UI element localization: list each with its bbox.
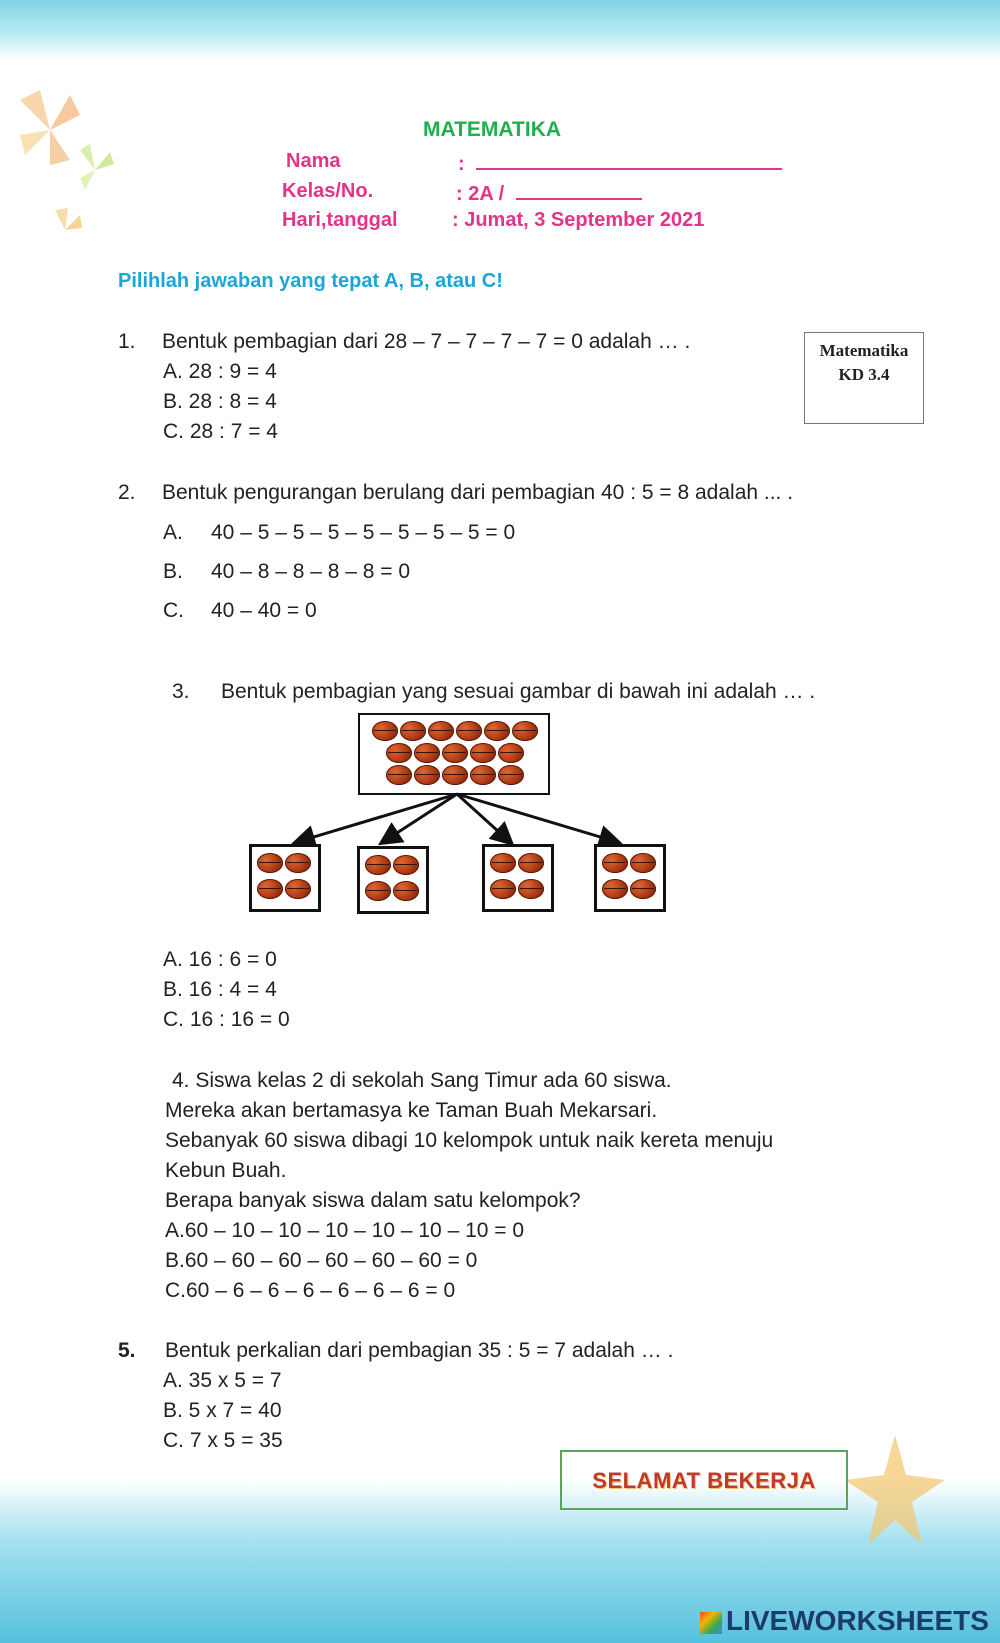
name-label: Nama <box>286 150 341 172</box>
basketball-icon <box>602 853 628 873</box>
instruction-text: Pilihlah jawaban yang tepat A, B, atau C! <box>118 270 503 292</box>
basketball-icon <box>257 879 283 899</box>
basketball-icon <box>386 765 412 785</box>
basketball-icon <box>518 879 544 899</box>
basketball-icon <box>414 765 440 785</box>
q4-line-1: 4. Siswa kelas 2 di sekolah Sang Timur ada 60 siswa. <box>172 1069 672 1092</box>
q4-option-c[interactable]: C.60 – 6 – 6 – 6 – 6 – 6 – 6 = 0 <box>165 1279 456 1302</box>
q1-text: Bentuk pembagian dari 28 – 7 – 7 – 7 – 7 = 0 adalah … . <box>162 330 691 353</box>
basketball-icon <box>365 855 391 875</box>
q5-option-c[interactable]: C. 7 x 5 = 35 <box>163 1429 283 1452</box>
basketball-icon <box>456 721 482 741</box>
division-arrows <box>280 790 640 850</box>
class-label: Kelas/No. <box>282 180 374 202</box>
name-value: : <box>458 153 465 175</box>
q3-text: Bentuk pembagian yang sesuai gambar di bawah ini adalah … . <box>221 680 816 703</box>
q2-text: Bentuk pengurangan berulang dari pembagian 40 : 5 = 8 adalah ... . <box>162 481 794 504</box>
top-wave-decoration <box>0 0 1000 60</box>
q1-option-a[interactable]: A. 28 : 9 = 4 <box>163 360 277 383</box>
number-input-line[interactable] <box>516 180 642 200</box>
basketball-icon <box>602 879 628 899</box>
basketball-icon <box>393 881 419 901</box>
date-label: Hari,tanggal <box>282 209 398 231</box>
q4-option-a[interactable]: A.60 – 10 – 10 – 10 – 10 – 10 – 10 = 0 <box>165 1219 525 1242</box>
group-box-1 <box>249 844 321 912</box>
group-box-2 <box>357 846 429 914</box>
class-field <box>456 180 642 206</box>
basketball-icon <box>372 721 398 741</box>
kd-subject: Matematika <box>819 341 909 360</box>
name-input-line[interactable] <box>476 150 782 170</box>
q2-option-c[interactable]: 40 – 40 = 0 <box>211 599 317 622</box>
q2-option-a-letter: A. <box>163 521 183 544</box>
basketball-icon <box>365 881 391 901</box>
q3-option-c[interactable]: C. 16 : 16 = 0 <box>163 1008 290 1031</box>
page-title: MATEMATIKA <box>423 118 562 141</box>
q5-option-b[interactable]: B. 5 x 7 = 40 <box>163 1399 282 1422</box>
group-box-4 <box>594 844 666 912</box>
basketball-icon <box>498 765 524 785</box>
q2-option-a[interactable]: 40 – 5 – 5 – 5 – 5 – 5 – 5 – 5 = 0 <box>211 521 516 544</box>
basketball-icon <box>490 879 516 899</box>
basketball-icon <box>442 743 468 763</box>
q2-option-c-letter: C. <box>163 599 184 622</box>
closing-banner: SELAMAT BEKERJA <box>560 1450 848 1510</box>
basketball-icon <box>414 743 440 763</box>
basketball-icon <box>285 853 311 873</box>
basketball-icon <box>630 879 656 899</box>
q4-line-4: Kebun Buah. <box>165 1159 287 1182</box>
date-value: : Jumat, 3 September 2021 <box>452 209 705 231</box>
q4-line-2: Mereka akan bertamasya ke Taman Buah Mekarsari. <box>165 1099 658 1122</box>
basketball-icon <box>518 853 544 873</box>
kd-code: KD 3.4 <box>838 365 890 384</box>
q1-option-c[interactable]: C. 28 : 7 = 4 <box>163 420 278 443</box>
pinwheel-decoration-icon <box>10 40 120 240</box>
liveworksheets-logo <box>700 1605 989 1637</box>
basketball-icon <box>442 765 468 785</box>
q5-option-a[interactable]: A. 35 x 5 = 7 <box>163 1369 282 1392</box>
q3-number: 3. <box>172 680 190 703</box>
brand-text: LIVEWORKSHEETS <box>726 1605 989 1636</box>
basketball-icon <box>393 855 419 875</box>
q5-number: 5. <box>118 1339 136 1362</box>
q4-line-3: Sebanyak 60 siswa dibagi 10 kelompok untuk naik kereta menuju <box>165 1129 774 1152</box>
q2-option-b[interactable]: 40 – 8 – 8 – 8 – 8 = 0 <box>211 560 411 583</box>
basketball-icon <box>257 853 283 873</box>
q1-number: 1. <box>118 330 136 353</box>
basketball-icon <box>386 743 412 763</box>
basketball-group-box <box>358 713 550 795</box>
group-box-3 <box>482 844 554 912</box>
basketball-icon <box>498 743 524 763</box>
basketball-icon <box>470 743 496 763</box>
basketball-icon <box>484 721 510 741</box>
kd-box <box>804 332 924 424</box>
basketball-icon <box>470 765 496 785</box>
basketball-icon <box>400 721 426 741</box>
q3-option-a[interactable]: A. 16 : 6 = 0 <box>163 948 277 971</box>
basketball-icon <box>512 721 538 741</box>
basketball-icon <box>428 721 454 741</box>
starfish-decoration-icon <box>840 1430 950 1550</box>
q3-option-b[interactable]: B. 16 : 4 = 4 <box>163 978 277 1001</box>
q2-number: 2. <box>118 481 136 504</box>
q1-option-b[interactable]: B. 28 : 8 = 4 <box>163 390 277 413</box>
basketball-icon <box>285 879 311 899</box>
class-value: : 2A / <box>456 183 505 205</box>
liveworksheets-icon <box>700 1612 722 1634</box>
q4-line-5: Berapa banyak siswa dalam satu kelompok? <box>165 1189 581 1212</box>
q5-text: Bentuk perkalian dari pembagian 35 : 5 = 7 adalah … . <box>165 1339 674 1362</box>
basketball-icon <box>630 853 656 873</box>
basketball-icon <box>490 853 516 873</box>
q2-option-b-letter: B. <box>163 560 183 583</box>
q4-option-b[interactable]: B.60 – 60 – 60 – 60 – 60 – 60 = 0 <box>165 1249 478 1272</box>
name-colon <box>458 150 782 176</box>
